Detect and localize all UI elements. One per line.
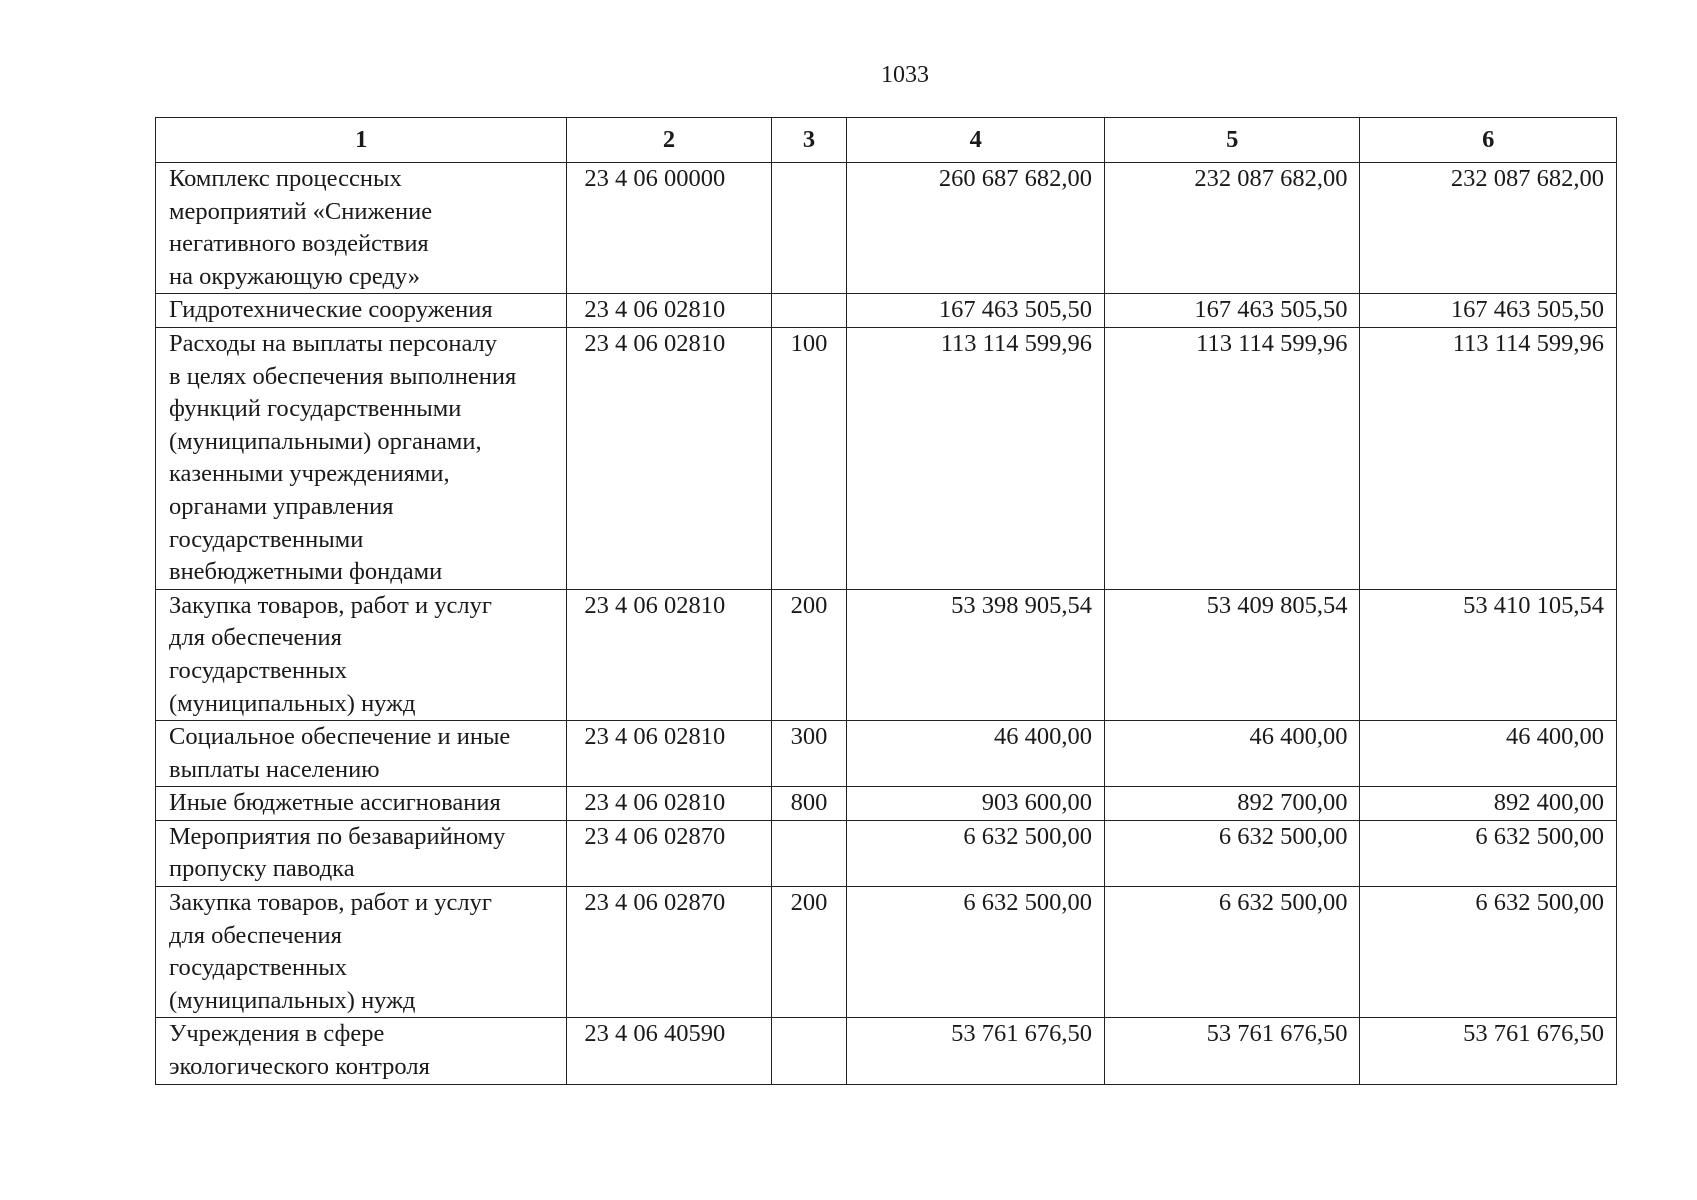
table-row — [156, 887, 1617, 1018]
item-name-line: мероприятий «Снижение — [169, 197, 433, 225]
item-name-line: Социальное обеспечение и иные — [169, 723, 511, 751]
item-name-line: Мероприятия по безаварийному — [169, 822, 506, 850]
table-row — [156, 820, 1617, 886]
item-name-line: пропуску паводка — [169, 855, 355, 883]
item-name-line: выплаты населению — [169, 755, 380, 783]
cell-item-name — [156, 163, 567, 294]
cell-target-code: 23 4 06 02870 — [567, 887, 771, 1018]
cell-expense-type — [771, 294, 847, 328]
table-row — [156, 787, 1617, 821]
item-name-line: Гидротехнические сооружения — [169, 296, 493, 324]
cell-amount-col6: 113 114 599,96 — [1360, 327, 1617, 589]
header-col-5: 5 — [1105, 118, 1360, 163]
item-name-line: внебюджетными фондами — [169, 558, 443, 586]
item-name-line: государственных — [169, 656, 347, 684]
cell-item-name — [156, 294, 567, 328]
item-name-line: негативного воздействия — [169, 230, 429, 258]
item-name-line: Закупка товаров, работ и услуг — [169, 591, 492, 619]
cell-amount-col4: 903 600,00 — [847, 787, 1105, 821]
cell-expense-type — [771, 163, 847, 294]
cell-amount-col6: 232 087 682,00 — [1360, 163, 1617, 294]
item-name-line: (муниципальных) нужд — [169, 689, 416, 717]
cell-target-code: 23 4 06 40590 — [567, 1018, 771, 1084]
item-name-line: для обеспечения — [169, 624, 342, 652]
cell-amount-col5: 892 700,00 — [1105, 787, 1360, 821]
cell-item-name — [156, 887, 567, 1018]
cell-expense-type: 800 — [771, 787, 847, 821]
cell-target-code: 23 4 06 02870 — [567, 820, 771, 886]
cell-amount-col5: 232 087 682,00 — [1105, 163, 1360, 294]
item-name-line: (муниципальными) органами, — [169, 427, 482, 455]
cell-item-name — [156, 1018, 567, 1084]
cell-amount-col5: 167 463 505,50 — [1105, 294, 1360, 328]
cell-target-code: 23 4 06 02810 — [567, 327, 771, 589]
item-name-line: государственными — [169, 525, 364, 553]
cell-amount-col4: 46 400,00 — [847, 721, 1105, 787]
cell-amount-col5: 6 632 500,00 — [1105, 820, 1360, 886]
cell-expense-type: 100 — [771, 327, 847, 589]
cell-amount-col5: 113 114 599,96 — [1105, 327, 1360, 589]
item-name-line: Учреждения в сфере — [169, 1020, 385, 1048]
cell-target-code: 23 4 06 02810 — [567, 294, 771, 328]
cell-item-name — [156, 327, 567, 589]
cell-amount-col5: 53 761 676,50 — [1105, 1018, 1360, 1084]
item-name-line: органами управления — [169, 492, 394, 520]
cell-amount-col6: 167 463 505,50 — [1360, 294, 1617, 328]
table-body — [156, 163, 1617, 1085]
cell-amount-col4: 53 398 905,54 — [847, 589, 1105, 720]
item-name-line: экологического контроля — [169, 1053, 430, 1081]
item-name-line: на окружающую среду» — [169, 262, 421, 290]
cell-expense-type — [771, 820, 847, 886]
cell-amount-col4: 53 761 676,50 — [847, 1018, 1105, 1084]
cell-amount-col6: 6 632 500,00 — [1360, 887, 1617, 1018]
cell-target-code: 23 4 06 02810 — [567, 721, 771, 787]
cell-amount-col5: 6 632 500,00 — [1105, 887, 1360, 1018]
cell-amount-col4: 6 632 500,00 — [847, 887, 1105, 1018]
table-row — [156, 721, 1617, 787]
cell-amount-col6: 892 400,00 — [1360, 787, 1617, 821]
cell-amount-col6: 46 400,00 — [1360, 721, 1617, 787]
cell-amount-col5: 46 400,00 — [1105, 721, 1360, 787]
cell-expense-type — [771, 1018, 847, 1084]
table-row — [156, 589, 1617, 720]
cell-target-code: 23 4 06 00000 — [567, 163, 771, 294]
item-name-line: Комплекс процессных — [169, 165, 402, 192]
header-col-1: 1 — [156, 118, 567, 163]
cell-amount-col4: 113 114 599,96 — [847, 327, 1105, 589]
cell-target-code: 23 4 06 02810 — [567, 589, 771, 720]
cell-amount-col6: 53 761 676,50 — [1360, 1018, 1617, 1084]
cell-amount-col4: 6 632 500,00 — [847, 820, 1105, 886]
item-name-line: Иные бюджетные ассигнования — [169, 789, 501, 817]
item-name-line: Расходы на выплаты персоналу — [169, 329, 498, 357]
budget-table — [155, 117, 1617, 1085]
cell-amount-col5: 53 409 805,54 — [1105, 589, 1360, 720]
item-name-line: Закупка товаров, работ и услуг — [169, 889, 492, 917]
cell-target-code: 23 4 06 02810 — [567, 787, 771, 821]
cell-item-name — [156, 721, 567, 787]
item-name-line: (муниципальных) нужд — [169, 986, 416, 1014]
header-col-4: 4 — [847, 118, 1105, 163]
item-name-line: в целях обеспечения выполнения — [169, 362, 517, 390]
header-row — [156, 118, 1617, 163]
table-row — [156, 327, 1617, 589]
cell-amount-col6: 53 410 105,54 — [1360, 589, 1617, 720]
cell-item-name — [156, 589, 567, 720]
cell-item-name — [156, 820, 567, 886]
cell-amount-col4: 167 463 505,50 — [847, 294, 1105, 328]
page-number: 1033 — [881, 62, 929, 88]
item-name-line: казенными учреждениями, — [169, 460, 450, 488]
cell-amount-col6: 6 632 500,00 — [1360, 820, 1617, 886]
item-name-line: государственных — [169, 954, 347, 982]
cell-amount-col4: 260 687 682,00 — [847, 163, 1105, 294]
table-row — [156, 163, 1617, 294]
header-col-3: 3 — [771, 118, 847, 163]
table-row — [156, 294, 1617, 328]
cell-item-name — [156, 787, 567, 821]
cell-expense-type: 300 — [771, 721, 847, 787]
header-col-2: 2 — [567, 118, 771, 163]
item-name-line: функций государственными — [169, 395, 462, 423]
table-header — [156, 118, 1617, 163]
table-row — [156, 1018, 1617, 1084]
item-name-line: для обеспечения — [169, 921, 342, 949]
cell-expense-type: 200 — [771, 887, 847, 1018]
cell-expense-type: 200 — [771, 589, 847, 720]
header-col-6: 6 — [1360, 118, 1617, 163]
